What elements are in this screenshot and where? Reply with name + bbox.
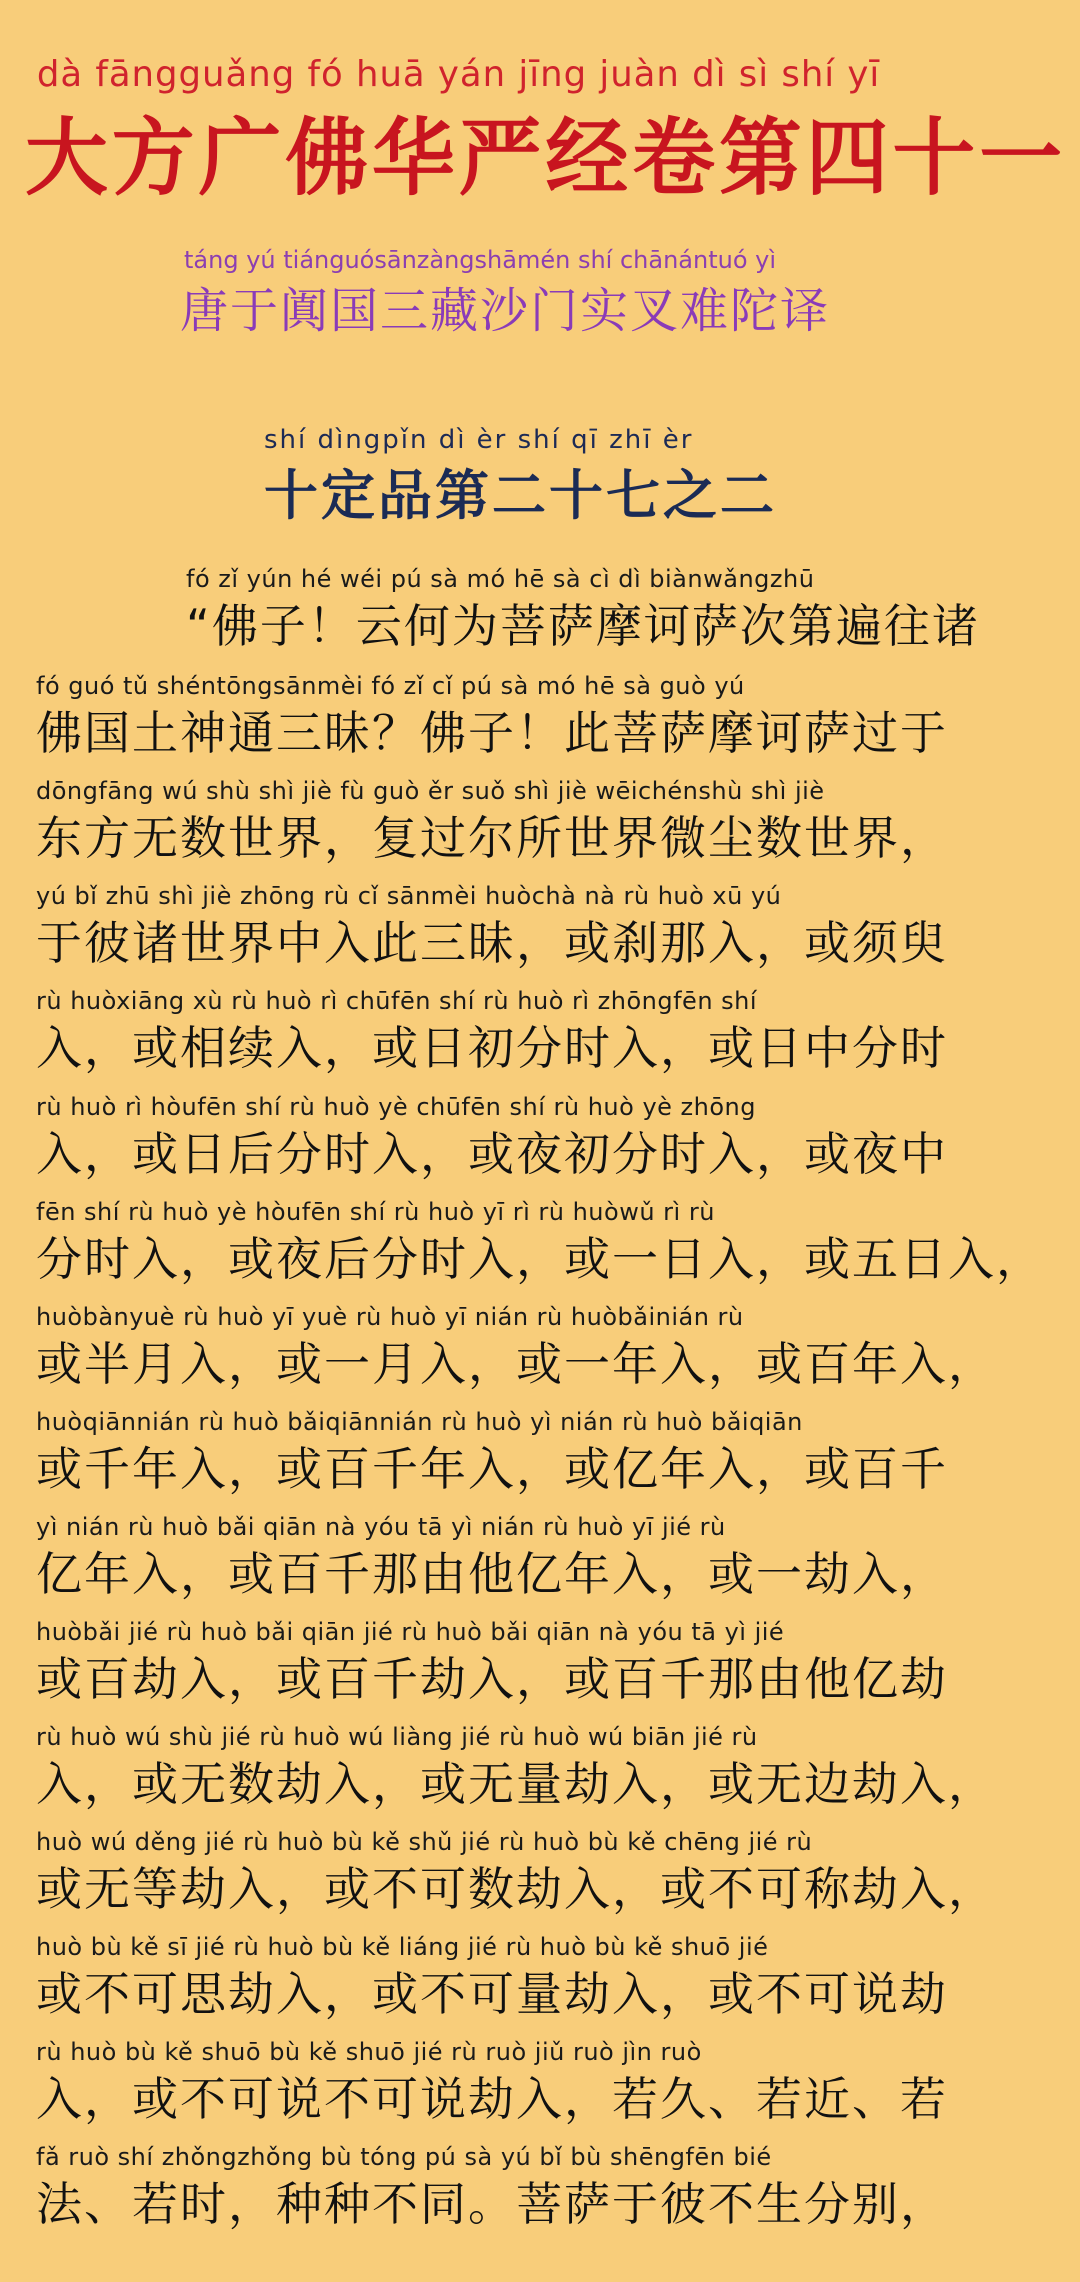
text-line (36, 2143, 948, 2234)
line-text: 分时入，或夜后分时入，或一日入，或五日入， (36, 1232, 1044, 1286)
line-text: 东方无数世界，复过尔所世界微尘数世界， (36, 811, 948, 865)
text-line (36, 1093, 948, 1184)
translator-text: 唐于阗国三藏沙门实叉难陀译 (180, 283, 831, 339)
line-pinyin: dōngfāng wú shù shì jiè fù guò ěr suǒ shì jiè wēichénshù shì jiè (36, 777, 825, 805)
text-line (36, 1828, 996, 1919)
line-text: 于彼诸世界中入此三昧，或刹那入，或须臾 (36, 916, 948, 970)
line-pinyin: fó guó tǔ shéntōngsānmèi fó zǐ cǐ pú sà mó hē sà guò yú (36, 672, 745, 700)
line-pinyin: rù huò rì hòufēn shí rù huò yè chūfēn shí rù huò yè zhōng (36, 1093, 756, 1121)
line-text: 或百劫入，或百千劫入，或百千那由他亿劫 (36, 1652, 948, 1706)
line-pinyin: rù huò bù kě shuō bù kě shuō jié rù ruò jiǔ ruò jìn ruò (36, 2038, 702, 2066)
text-line (36, 1303, 996, 1394)
line-pinyin: huòbànyuè rù huò yī yuè rù huò yī nián rù huòbǎinián rù (36, 1303, 744, 1331)
line-text: 或半月入，或一月入，或一年入，或百年入， (36, 1337, 996, 1391)
text-line (36, 882, 948, 973)
line-pinyin: huò bù kě sī jié rù huò bù kě liáng jié rù huò bù kě shuō jié (36, 1933, 769, 1961)
line-text: 入，或相续入，或日初分时入，或日中分时 (36, 1021, 948, 1075)
line-pinyin: fēn shí rù huò yè hòufēn shí rù huò yī rì rù huòwǔ rì rù (36, 1198, 715, 1226)
text-line (36, 1933, 948, 2024)
line-pinyin: rù huò wú shù jié rù huò wú liàng jié rù huò wú biān jié rù (36, 1723, 758, 1751)
chapter-text: 十定品第二十七之二 (264, 464, 777, 527)
sutra-title (25, 54, 1066, 212)
text-line (36, 1618, 948, 1709)
text-line (36, 1513, 948, 1604)
line-text: 或千年入，或百千年入，或亿年入，或百千 (36, 1442, 948, 1496)
line-text: 法、若时，种种不同。菩萨于彼不生分别， (36, 2177, 948, 2231)
text-line (36, 2038, 948, 2129)
text-line (36, 1408, 948, 1499)
line-text: 或无等劫入，或不可数劫入，或不可称劫入， (36, 1862, 996, 1916)
line-text: 佛国土神通三昧？佛子！此菩萨摩诃萨过于 (36, 706, 948, 760)
line-pinyin: fǎ ruò shí zhǒngzhǒng bù tóng pú sà yú bǐ bù shēngfēn bié (36, 2143, 772, 2171)
text-line (36, 1723, 996, 1814)
line-pinyin: huò wú děng jié rù huò bù kě shǔ jié rù huò bù kě chēng jié rù (36, 1828, 813, 1856)
line-pinyin: fó zǐ yún hé wéi pú sà mó hē sà cì dì biànwǎngzhū (186, 565, 815, 593)
text-line (36, 1198, 1044, 1289)
line-pinyin: yú bǐ zhū shì jiè zhōng rù cǐ sānmèi huòchà nà rù huò xū yú (36, 882, 782, 910)
title-text: 大方广佛华严经卷第四十一 (25, 109, 1067, 207)
text-line (36, 777, 948, 868)
line-pinyin: huòbǎi jié rù huò bǎi qiān jié rù huò bǎi qiān nà yóu tā yì jié (36, 1618, 785, 1646)
line-pinyin: rù huòxiāng xù rù huò rì chūfēn shí rù huò rì zhōngfēn shí (36, 987, 758, 1015)
line-text: 入，或日后分时入，或夜初分时入，或夜中 (36, 1127, 948, 1181)
text-line (36, 987, 948, 1078)
line-pinyin: huòqiānnián rù huò bǎiqiānnián rù huò yì nián rù huò bǎiqiān (36, 1408, 803, 1436)
line-text: “佛子！云何为菩萨摩诃萨次第遍往诸 (186, 599, 980, 653)
line-pinyin: yì nián rù huò bǎi qiān nà yóu tā yì nián rù huò yī jié rù (36, 1513, 726, 1541)
title-pinyin: dà fāngguǎng fó huā yán jīng juàn dì sì shí yī (36, 54, 881, 95)
line-text: 入，或不可说不可说劫入，若久、若近、若 (36, 2072, 948, 2126)
line-text: 亿年入，或百千那由他亿年入，或一劫入， (36, 1547, 948, 1601)
translator-line (180, 246, 830, 341)
text-line (186, 565, 980, 656)
text-line (36, 672, 948, 763)
chapter-heading (264, 425, 777, 530)
chapter-pinyin: shí dìngpǐn dì èr shí qī zhī èr (264, 425, 694, 455)
translator-pinyin: táng yú tiánguósānzàngshāmén shí chānántuó yì (184, 246, 776, 274)
line-text: 或不可思劫入，或不可量劫入，或不可说劫 (36, 1967, 948, 2021)
line-text: 入，或无数劫入，或无量劫入，或无边劫入， (36, 1757, 996, 1811)
